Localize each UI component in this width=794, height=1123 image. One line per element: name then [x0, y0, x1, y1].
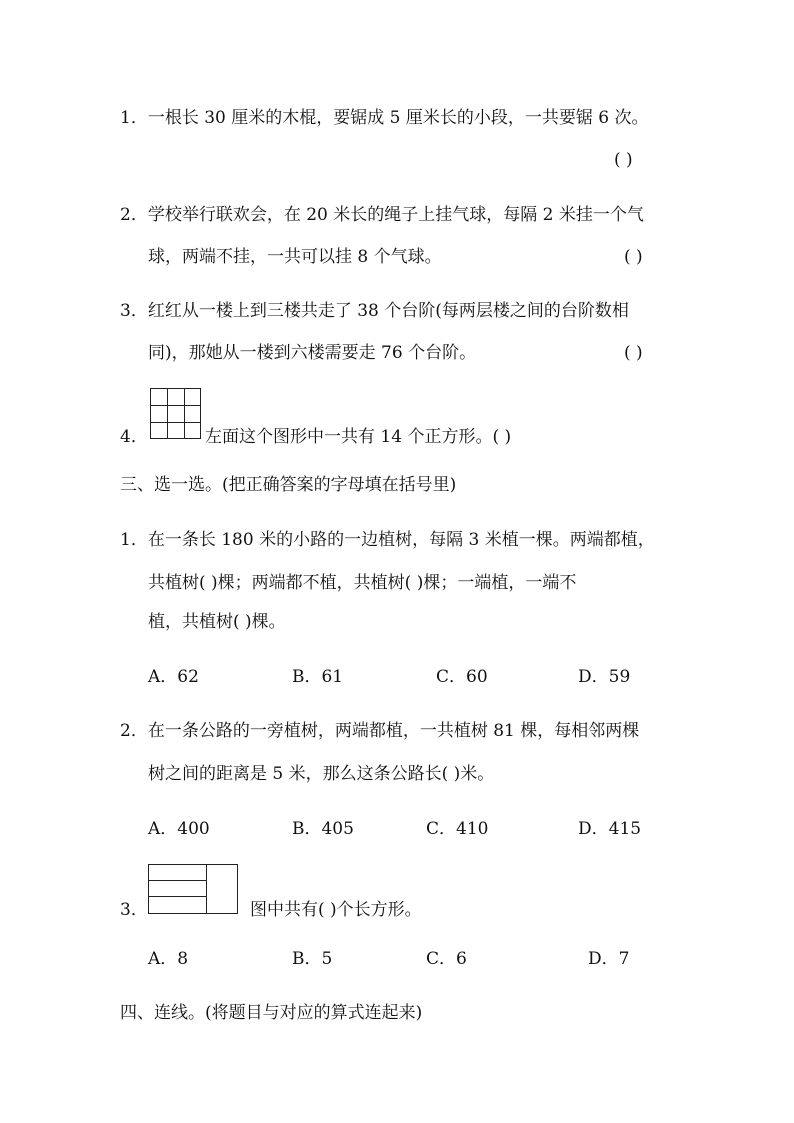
judge-q2-text-line2: 球，两端不挂，一共可以挂 8 个气球。: [148, 247, 442, 267]
figure-line: [149, 880, 206, 881]
choice-q1-option-a[interactable]: A．62: [148, 667, 199, 687]
rectangle-figure: [148, 864, 238, 914]
choice-q2-option-b[interactable]: B．405: [292, 819, 354, 839]
choice-q3-option-b[interactable]: B．5: [292, 949, 333, 969]
choice-q1-option-b[interactable]: B．61: [292, 667, 344, 687]
choice-q2-option-d[interactable]: D．415: [578, 819, 642, 839]
choice-q1-option-d[interactable]: D．59: [578, 667, 631, 687]
choice-q1-text-line3: 植，共植树( )棵。: [148, 612, 286, 632]
choice-q2-option-c[interactable]: C．410: [426, 819, 489, 839]
choice-q1-option-c[interactable]: C．60: [436, 667, 488, 687]
judge-q4-text: 左面这个图形中一共有 14 个正方形。( ): [205, 427, 512, 447]
figure-line: [149, 896, 206, 897]
choice-q3-option-a[interactable]: A．8: [148, 949, 189, 969]
judge-q2-text-line1: 2．学校举行联欢会，在 20 米长的绳子上挂气球，每隔 2 米挂一个气: [120, 205, 644, 225]
judge-q4-number: 4．: [120, 427, 148, 447]
judge-q1-answer-paren[interactable]: ( ): [614, 150, 633, 170]
choice-q2-text-line2: 树之间的距离是 5 米，那么这条公路长( )米。: [148, 764, 495, 784]
judge-q2-answer-paren[interactable]: ( ): [624, 247, 643, 267]
section4-heading: 四、连线。(将题目与对应的算式连起来): [120, 1003, 423, 1023]
judge-q3-text-line1: 3．红红从一楼上到三楼共走了 38 个台阶(每两层楼之间的台阶数相: [120, 301, 629, 321]
figure-line: [206, 865, 207, 913]
choice-q1-text-line2: 共植树( )棵；两端都不植，共植树( )棵；一端植，一端不: [148, 573, 577, 593]
choice-q2-text-line1: 2．在一条公路的一旁植树，两端都植，一共植树 81 棵，每相邻两棵: [120, 721, 640, 741]
choice-q2-option-a[interactable]: A．400: [148, 819, 210, 839]
square-grid-figure: [150, 388, 201, 439]
judge-q3-answer-paren[interactable]: ( ): [624, 343, 643, 363]
choice-q3-option-c[interactable]: C．6: [426, 949, 467, 969]
choice-q3-option-d[interactable]: D．7: [588, 949, 630, 969]
section3-heading: 三、选一选。(把正确答案的字母填在括号里): [120, 475, 457, 495]
choice-q1-text-line1: 1．在一条长 180 米的小路的一边植树，每隔 3 米植一棵。两端都植，: [120, 530, 655, 550]
judge-q3-text-line2: 同)，那她从一楼到六楼需要走 76 个台阶。: [148, 343, 477, 363]
choice-q3-text: 图中共有( )个长方形。: [250, 900, 422, 920]
judge-q1-text: 1．一根长 30 厘米的木棍，要锯成 5 厘米长的小段，一共要锯 6 次。: [120, 108, 649, 128]
choice-q3-number: 3．: [120, 900, 148, 920]
